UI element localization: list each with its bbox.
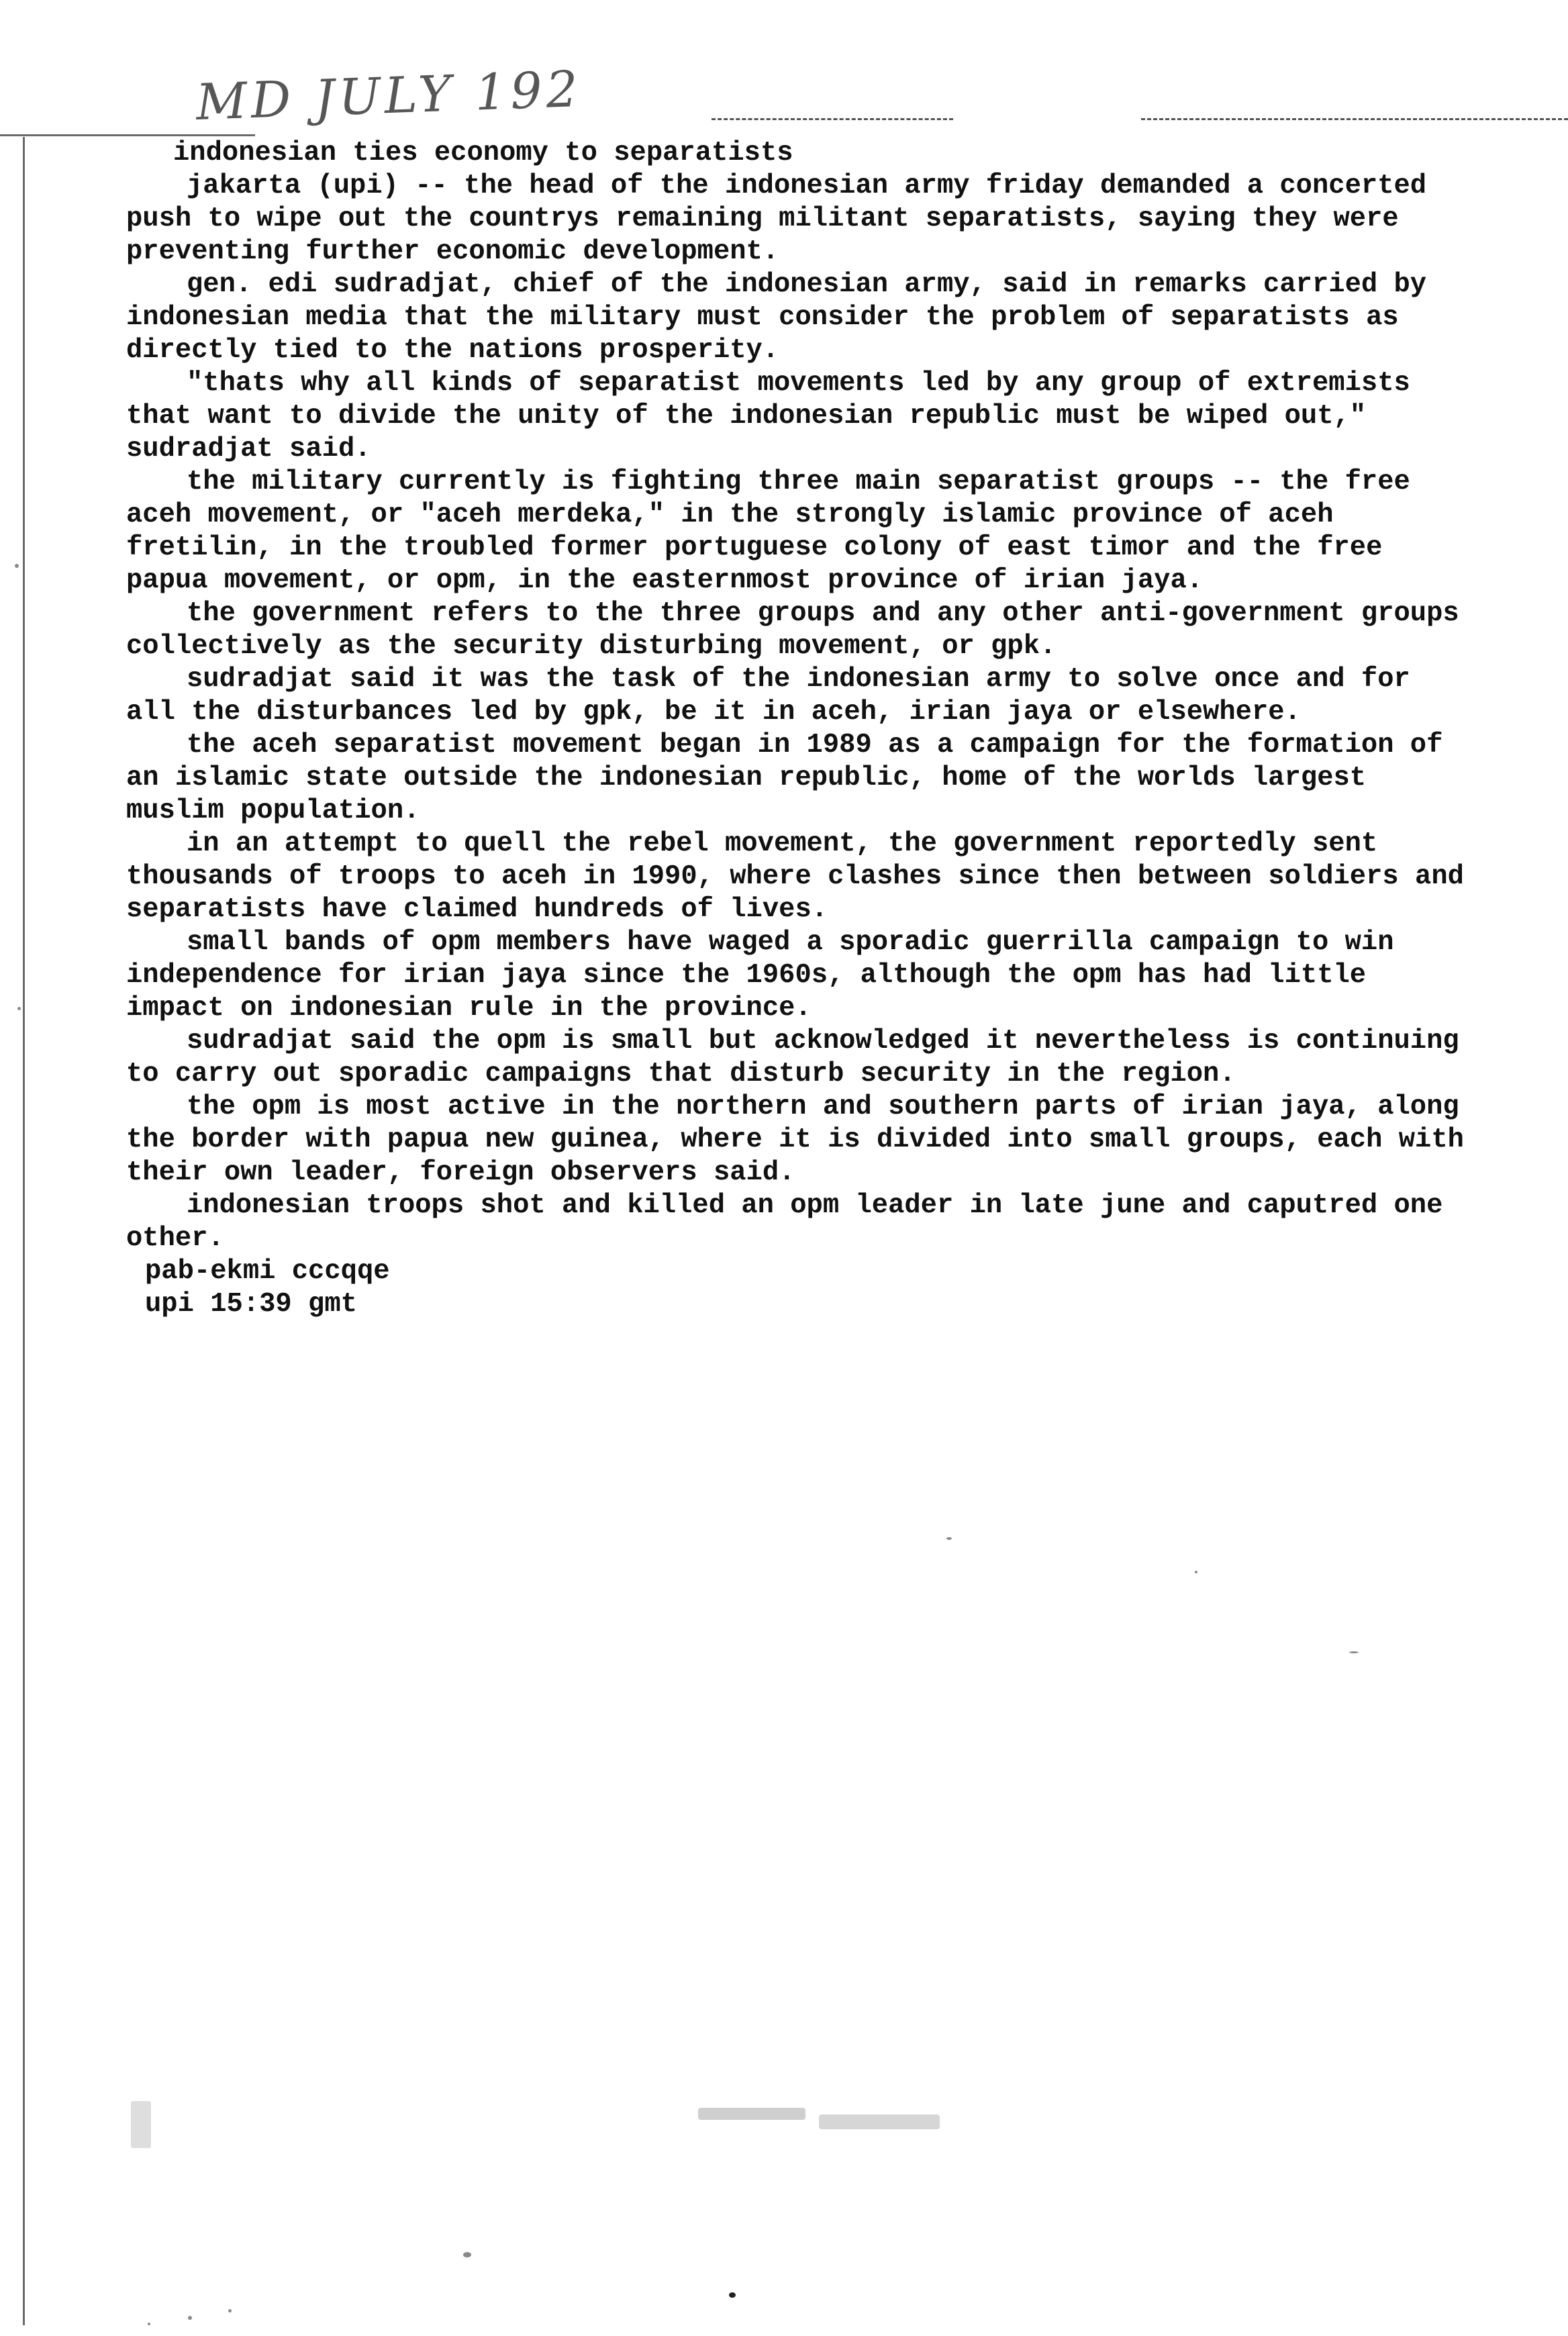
article-paragraph: in an attempt to quell the rebel movement, the government reportedly sent thousands of troops to aceh in 1990, where clashes since then between soldiers and separatists have claimed hundreds of lives. — [126, 828, 1464, 925]
article-paragraph: the opm is most active in the northern and southern parts of irian jaya, along the border with papua new guinea, where it is divided into small groups, each with their own leader, foreign observers said. — [126, 1091, 1464, 1188]
scan-speck — [819, 2114, 940, 2129]
signoff-code: pab-ekmi cccqqe — [145, 1256, 390, 1287]
article-paragraph: the aceh separatist movement began in 1989 as a campaign for the formation of an islamic state outside the indonesian republic, home of the worlds largest muslim population. — [126, 730, 1443, 826]
scan-speck — [1195, 1571, 1197, 1573]
article-paragraph: gen. edi sudradjat, chief of the indonesian army, said in remarks carried by indonesian media that the military must consider the problem of separatists as directly tied to the nations prosperity. — [126, 269, 1427, 366]
article-paragraph: small bands of opm members have waged a sporadic guerrilla campaign to win independence for irian jaya since the 1960s, although the opm has had little impact on indonesian rule in the province. — [126, 927, 1394, 1024]
scan-speck — [15, 564, 19, 568]
scan-speck — [1349, 1651, 1359, 1653]
dashed-rule-top-right — [1141, 118, 1568, 120]
dashed-rule-top-middle — [712, 118, 953, 120]
scan-speck — [698, 2108, 805, 2120]
scan-speck — [188, 2316, 192, 2320]
article-paragraph: sudradjat said the opm is small but acknowledged it nevertheless is continuing to carry out sporadic campaigns that disturb security in the region. — [126, 1026, 1459, 1089]
article-headline: indonesian ties economy to separatists — [173, 138, 793, 168]
scan-speck — [148, 2323, 150, 2325]
scan-speck — [131, 2101, 151, 2148]
article-paragraph: sudradjat said it was the task of the indonesian army to solve once and for all the disturbances led by gpk, be it in aceh, irian jaya or elsewhere. — [126, 664, 1410, 728]
wire-article — [126, 137, 1469, 1321]
transmission-timestamp: upi 15:39 gmt — [145, 1289, 357, 1320]
scan-speck — [463, 2252, 471, 2257]
scan-speck — [729, 2292, 736, 2298]
scan-speck — [17, 1007, 21, 1010]
article-paragraph: jakarta (upi) -- the head of the indonesian army friday demanded a concerted push to wipe out the countrys remaining militant separatists, saying they were preventing further economic development. — [126, 171, 1427, 267]
scan-speck — [946, 1537, 952, 1540]
left-margin-line — [23, 137, 25, 2325]
article-paragraph: indonesian troops shot and killed an opm leader in late june and caputred one other. — [126, 1190, 1443, 1254]
scan-speck — [228, 2309, 232, 2313]
article-paragraph: the government refers to the three groups and any other anti-government groups collectively as the security disturbing movement, or gpk. — [126, 598, 1459, 662]
handwritten-date-note: MD JULY 192 — [195, 60, 583, 132]
article-paragraph: "thats why all kinds of separatist movements led by any group of extremists that want to divide the unity of the indonesian republic must be wiped out," sudradjat said. — [126, 368, 1410, 465]
top-frame-line — [0, 134, 255, 136]
article-paragraph: the military currently is fighting three main separatist groups -- the free aceh movement, or "aceh merdeka," in the strongly islamic province of aceh fretilin, in the troubled former portuguese colony of east timor and the free papua movement, or opm, in the easternmost province of irian jaya. — [126, 467, 1410, 596]
